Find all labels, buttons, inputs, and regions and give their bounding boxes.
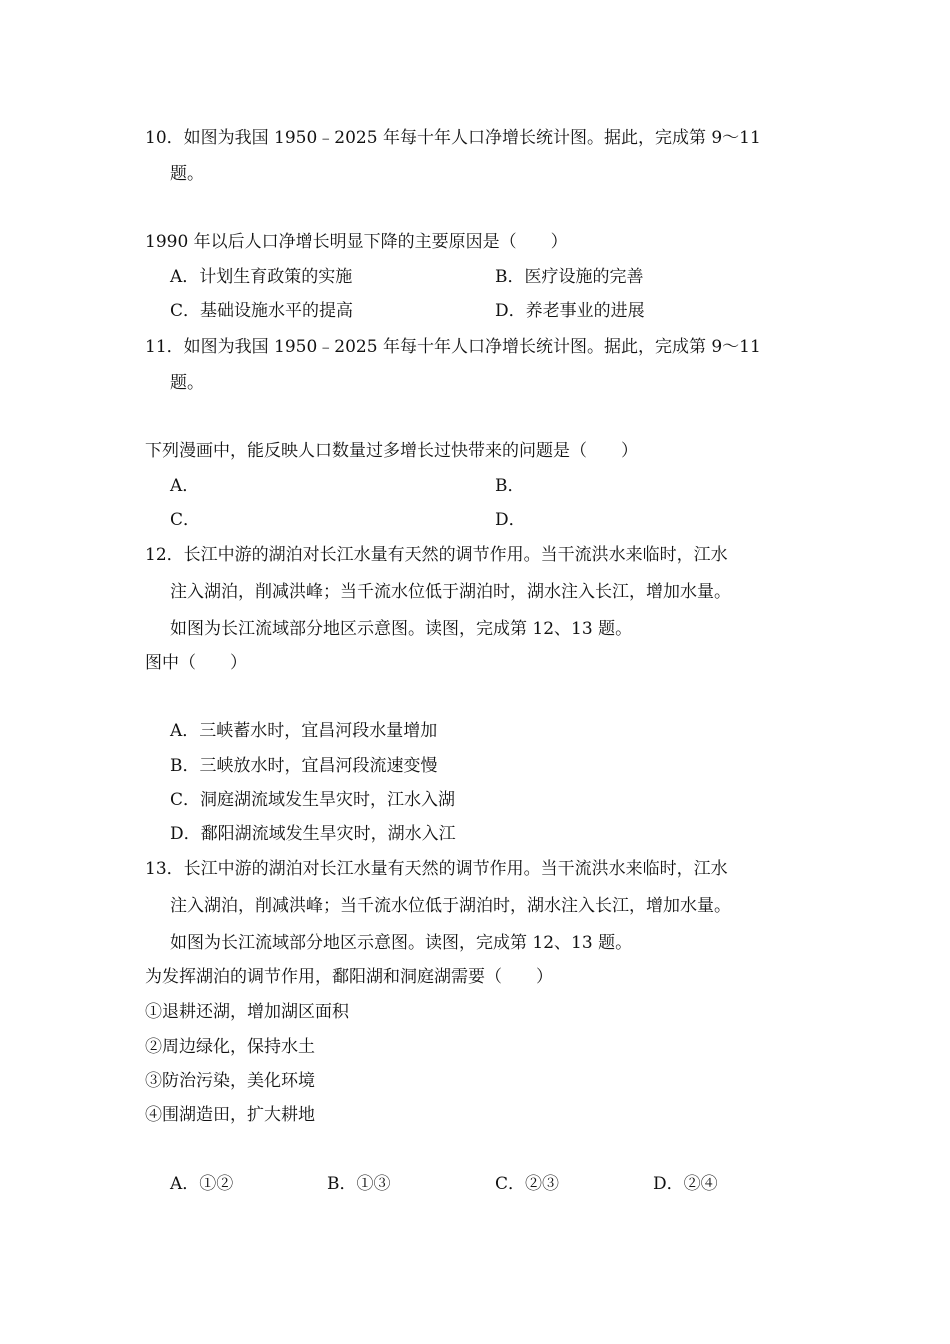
q11-question: 下列漫画中，能反映人口数量过多增长过快带来的问题是（ ）	[145, 441, 638, 461]
q11-option-b: B．	[495, 476, 525, 496]
q12-option-c: C．洞庭湖流域发生旱灾时，江水入湖	[170, 790, 456, 810]
q12-stem-line2: 注入湖泊，削减洪峰；当千流水位低于湖泊时，湖水注入长江，增加水量。	[170, 582, 731, 602]
q12-question: 图中（ ）	[145, 653, 247, 673]
q12-option-d: D．鄱阳湖流域发生旱灾时，湖水入江	[170, 824, 456, 844]
q11-option-c: C．	[170, 510, 201, 530]
q10-stem-line1: 10．如图为我国 1950﹣2025 年每十年人口净增长统计图。据此，完成第 9～11	[145, 128, 761, 148]
q11-stem-line1: 11．如图为我国 1950﹣2025 年每十年人口净增长统计图。据此，完成第 9～11	[145, 337, 761, 357]
q10-question: 1990 年以后人口净增长明显下降的主要原因是（ ）	[145, 232, 568, 252]
q12-option-b: B．三峡放水时，宜昌河段流速变慢	[170, 756, 438, 776]
q10-option-b: B．医疗设施的完善	[495, 267, 644, 287]
q13-stem-line1: 13．长江中游的湖泊对长江水量有天然的调节作用。当干流洪水来临时，江水	[145, 859, 728, 879]
q13-item-1: ①退耕还湖，增加湖区面积	[145, 1002, 349, 1022]
q10-option-a: A．计划生育政策的实施	[170, 267, 353, 287]
q13-stem-line3: 如图为长江流域部分地区示意图。读图，完成第 12、13 题。	[170, 933, 633, 953]
q11-option-a: A．	[170, 476, 200, 496]
q13-option-c: C．②③	[495, 1174, 560, 1194]
q13-item-4: ④围湖造田，扩大耕地	[145, 1105, 315, 1125]
q13-stem-line2: 注入湖泊，削减洪峰；当千流水位低于湖泊时，湖水注入长江，增加水量。	[170, 896, 731, 916]
q13-option-a: A．①②	[170, 1174, 234, 1194]
q12-stem-line3: 如图为长江流域部分地区示意图。读图，完成第 12、13 题。	[170, 619, 633, 639]
q13-question: 为发挥湖泊的调节作用，鄱阳湖和洞庭湖需要（ ）	[145, 967, 553, 987]
q13-item-2: ②周边绿化，保持水土	[145, 1037, 315, 1057]
q12-stem-line1: 12．长江中游的湖泊对长江水量有天然的调节作用。当干流洪水来临时，江水	[145, 545, 728, 565]
q11-option-d: D．	[495, 510, 526, 530]
q10-option-d: D．养老事业的进展	[495, 301, 645, 321]
q12-option-a: A．三峡蓄水时，宜昌河段水量增加	[170, 721, 438, 741]
q13-item-3: ③防治污染，美化环境	[145, 1071, 315, 1091]
q10-option-c: C．基础设施水平的提高	[170, 301, 354, 321]
q13-option-b: B．①③	[327, 1174, 391, 1194]
q13-option-d: D．②④	[653, 1174, 718, 1194]
q10-stem-line2: 题。	[170, 164, 204, 184]
q11-stem-line2: 题。	[170, 373, 204, 393]
